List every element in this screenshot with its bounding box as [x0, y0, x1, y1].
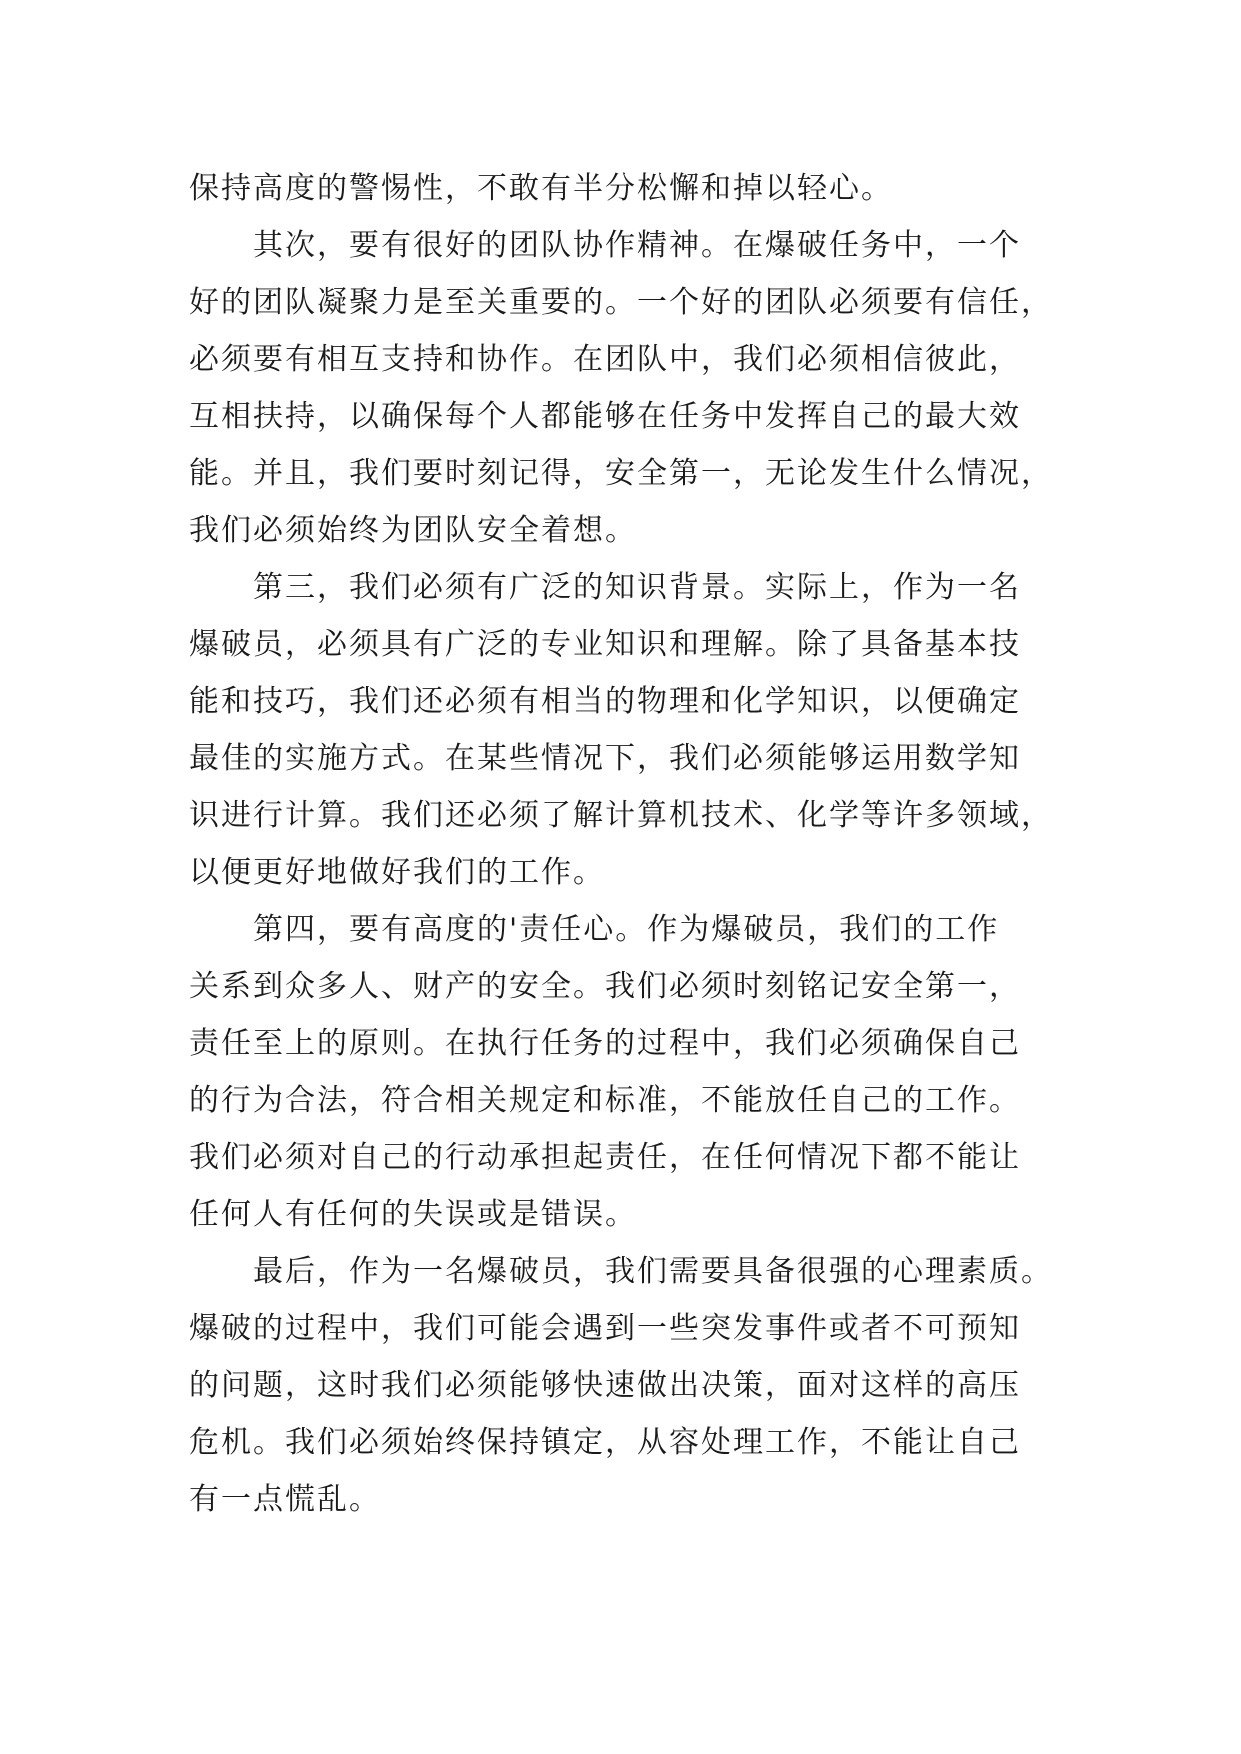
body-text	[189, 160, 1089, 1528]
text-line: 我们必须始终为团队安全着想。	[189, 513, 637, 548]
text-line: 责任至上的原则。在执行任务的过程中，我们必须确保自己	[189, 1026, 1021, 1061]
text-line: 的行为合法，符合相关规定和标准，不能放任自己的工作。	[189, 1083, 1021, 1118]
text-line: 最佳的实施方式。在某些情况下，我们必须能够运用数学知	[189, 741, 1021, 776]
text-line: 能。并且，我们要时刻记得，安全第一，无论发生什么情况，	[189, 456, 1053, 491]
text-line: 有一点慌乱。	[189, 1482, 381, 1517]
text-line: 爆破员，必须具有广泛的专业知识和理解。除了具备基本技	[189, 627, 1021, 662]
text-line: 好的团队凝聚力是至关重要的。一个好的团队必须要有信任，	[189, 285, 1053, 320]
paragraph-first-line: 第四，要有高度的'责任心。作为爆破员，我们的工作	[253, 912, 1000, 947]
text-line: 必须要有相互支持和协作。在团队中，我们必须相信彼此，	[189, 342, 1021, 377]
text-line: 的问题，这时我们必须能够快速做出决策，面对这样的高压	[189, 1368, 1021, 1403]
text-line: 互相扶持，以确保每个人都能够在任务中发挥自己的最大效	[189, 399, 1021, 434]
text-line: 识进行计算。我们还必须了解计算机技术、化学等许多领域，	[189, 798, 1053, 833]
text-line: 爆破的过程中，我们可能会遇到一些突发事件或者不可预知	[189, 1311, 1021, 1346]
text-line: 以便更好地做好我们的工作。	[189, 855, 605, 890]
text-line: 能和技巧，我们还必须有相当的物理和化学知识，以便确定	[189, 684, 1021, 719]
text-line: 危机。我们必须始终保持镇定，从容处理工作，不能让自己	[189, 1425, 1021, 1460]
paragraph-first-line: 其次，要有很好的团队协作精神。在爆破任务中，一个	[253, 228, 1021, 263]
paragraph-first-line: 第三，我们必须有广泛的知识背景。实际上，作为一名	[253, 570, 1021, 605]
text-line: 关系到众多人、财产的安全。我们必须时刻铭记安全第一，	[189, 969, 1021, 1004]
text-line: 保持高度的警惕性，不敢有半分松懈和掉以轻心。	[189, 171, 893, 206]
text-line: 我们必须对自己的行动承担起责任，在任何情况下都不能让	[189, 1140, 1021, 1175]
text-line: 任何人有任何的失误或是错误。	[189, 1197, 637, 1232]
paragraph-first-line: 最后，作为一名爆破员，我们需要具备很强的心理素质。	[253, 1254, 1053, 1289]
